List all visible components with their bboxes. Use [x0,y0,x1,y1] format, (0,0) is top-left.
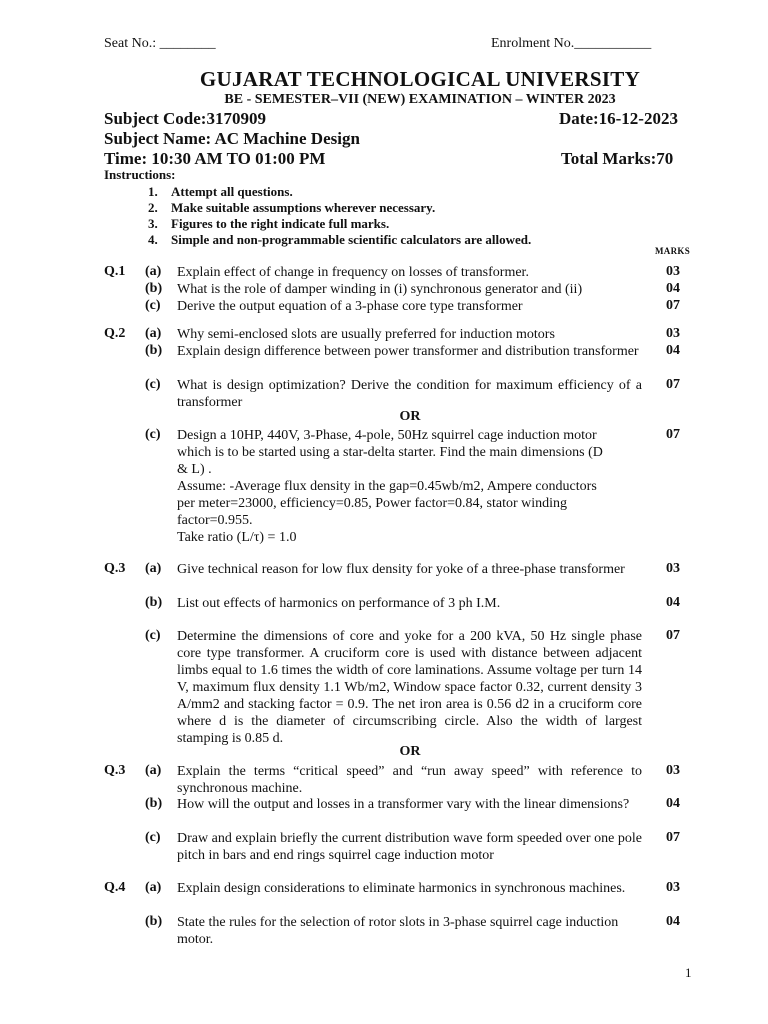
question-text: How will the output and losses in a transformer vary with the linear dimensions? [177,797,630,812]
exam-date: Date:16-12-2023 [559,109,678,128]
question-text: Determine the dimensions of core and yoke for a 200 kVA, 50 Hz single phase core type transformer. A cruciform core is used with distance between adjacent limbs equal to 1.6 times the width of core laminations. Assume voltage per turn 14 V, maximum flux density 1.1 Wb/m2, Window space factor 0.32, current density 3 A/mm2 and stacking factor = 0.9. The net iron area is 0.56 d2 in a cruciform core where d is the diameter of circumscribing circle. Also the width of largest stamping is 0.85 d. [177,629,642,746]
instruction-item: 4. Simple and non-programmable scientific calculators are allowed. [148,232,532,247]
university-name: GUJARAT TECHNOLOGICAL UNIVERSITY [199,67,641,91]
instruction-item: 1. Attempt all questions. [148,184,293,199]
question-text: What is design optimization? Derive the condition for maximum efficiency of a transformer [177,378,642,410]
subject-name: Subject Name: AC Machine Design [104,129,360,148]
question-marks: 04 [666,796,680,811]
part-label: (b) [145,595,163,610]
part-label: (c) [145,427,161,442]
seat-number: Seat No.: ________ [104,36,216,51]
question-marks: 04 [666,343,680,358]
part-label: (c) [145,628,161,643]
part-label: (a) [145,763,162,778]
part-label: (b) [145,343,163,358]
question-marks: 03 [666,326,680,341]
part-label: (a) [145,880,162,895]
question-marks: 04 [666,595,680,610]
question-label-q3-or: Q.3 [104,763,126,778]
exam-title: BE - SEMESTER–VII (NEW) EXAMINATION – WINTER 2023 [224,92,616,107]
or-separator: OR [399,744,421,759]
question-text: Explain the terms “critical speed” and “run away speed” with reference to synchronous machine. [177,764,642,796]
question-text: Draw and explain briefly the current distribution wave form speeded over one pole pitch in bars and end rings squirrel cage induction motor [177,831,642,863]
part-label: (a) [145,326,162,341]
or-separator: OR [399,409,421,424]
part-label: (c) [145,377,161,392]
question-text-ratio: Take ratio (L/τ) = 1.0 [177,530,297,545]
question-marks: 07 [666,830,680,845]
question-marks: 03 [666,763,680,778]
instruction-item: 3. Figures to the right indicate full marks. [148,216,390,231]
question-label-q2: Q.2 [104,326,126,341]
question-label-q1: Q.1 [104,264,126,279]
subject-code: Subject Code:3170909 [104,109,266,128]
part-label: (b) [145,914,163,929]
question-text: What is the role of damper winding in (i) synchronous generator and (ii) [177,282,583,297]
question-label-q3: Q.3 [104,561,126,576]
part-label: (c) [145,298,161,313]
question-text-assumptions: Assume: -Average flux density in the gap=0.45wb/m2, Ampere conductors per meter=23000, efficiency=0.85, Power factor=0.84, stator winding factor=0.955. [177,479,597,528]
question-marks: 07 [666,377,680,392]
part-label: (b) [145,796,163,811]
total-marks: Total Marks:70 [561,149,674,168]
instructions-heading: Instructions: [104,167,176,182]
part-label: (b) [145,281,163,296]
question-marks: 04 [666,281,680,296]
question-marks: 07 [666,628,680,643]
question-marks: 03 [666,561,680,576]
part-label: (a) [145,264,162,279]
question-marks: 03 [666,264,680,279]
part-label: (c) [145,830,161,845]
exam-time: Time: 10:30 AM TO 01:00 PM [104,149,326,168]
marks-column-heading: MARKS [655,246,690,256]
question-text: Why semi-enclosed slots are usually preferred for induction motors [177,327,555,342]
question-text: Derive the output equation of a 3-phase core type transformer [177,299,523,314]
enrolment-number: Enrolment No.___________ [491,36,652,51]
instruction-item: 2. Make suitable assumptions wherever necessary. [148,200,436,215]
question-text: Explain effect of change in frequency on losses of transformer. [177,265,529,280]
question-label-q4: Q.4 [104,880,126,895]
question-text: Give technical reason for low flux density for yoke of a three-phase transformer [177,562,625,577]
question-text: State the rules for the selection of rotor slots in 3-phase squirrel cage induction motor. [177,915,619,947]
question-marks: 07 [666,298,680,313]
page-number: 1 [685,965,692,980]
question-text: List out effects of harmonics on performance of 3 ph I.M. [177,596,501,611]
part-label: (a) [145,561,162,576]
question-marks: 03 [666,880,680,895]
question-marks: 04 [666,914,680,929]
question-text: Explain design considerations to eliminate harmonics in synchronous machines. [177,881,626,896]
question-marks: 07 [666,427,680,442]
question-text: Design a 10HP, 440V, 3-Phase, 4-pole, 50Hz squirrel cage induction motor which is to be started using a star-delta starter. Find the main dimensions (D & L) . [177,428,603,477]
question-text: Explain design difference between power transformer and distribution transformer [177,344,639,359]
